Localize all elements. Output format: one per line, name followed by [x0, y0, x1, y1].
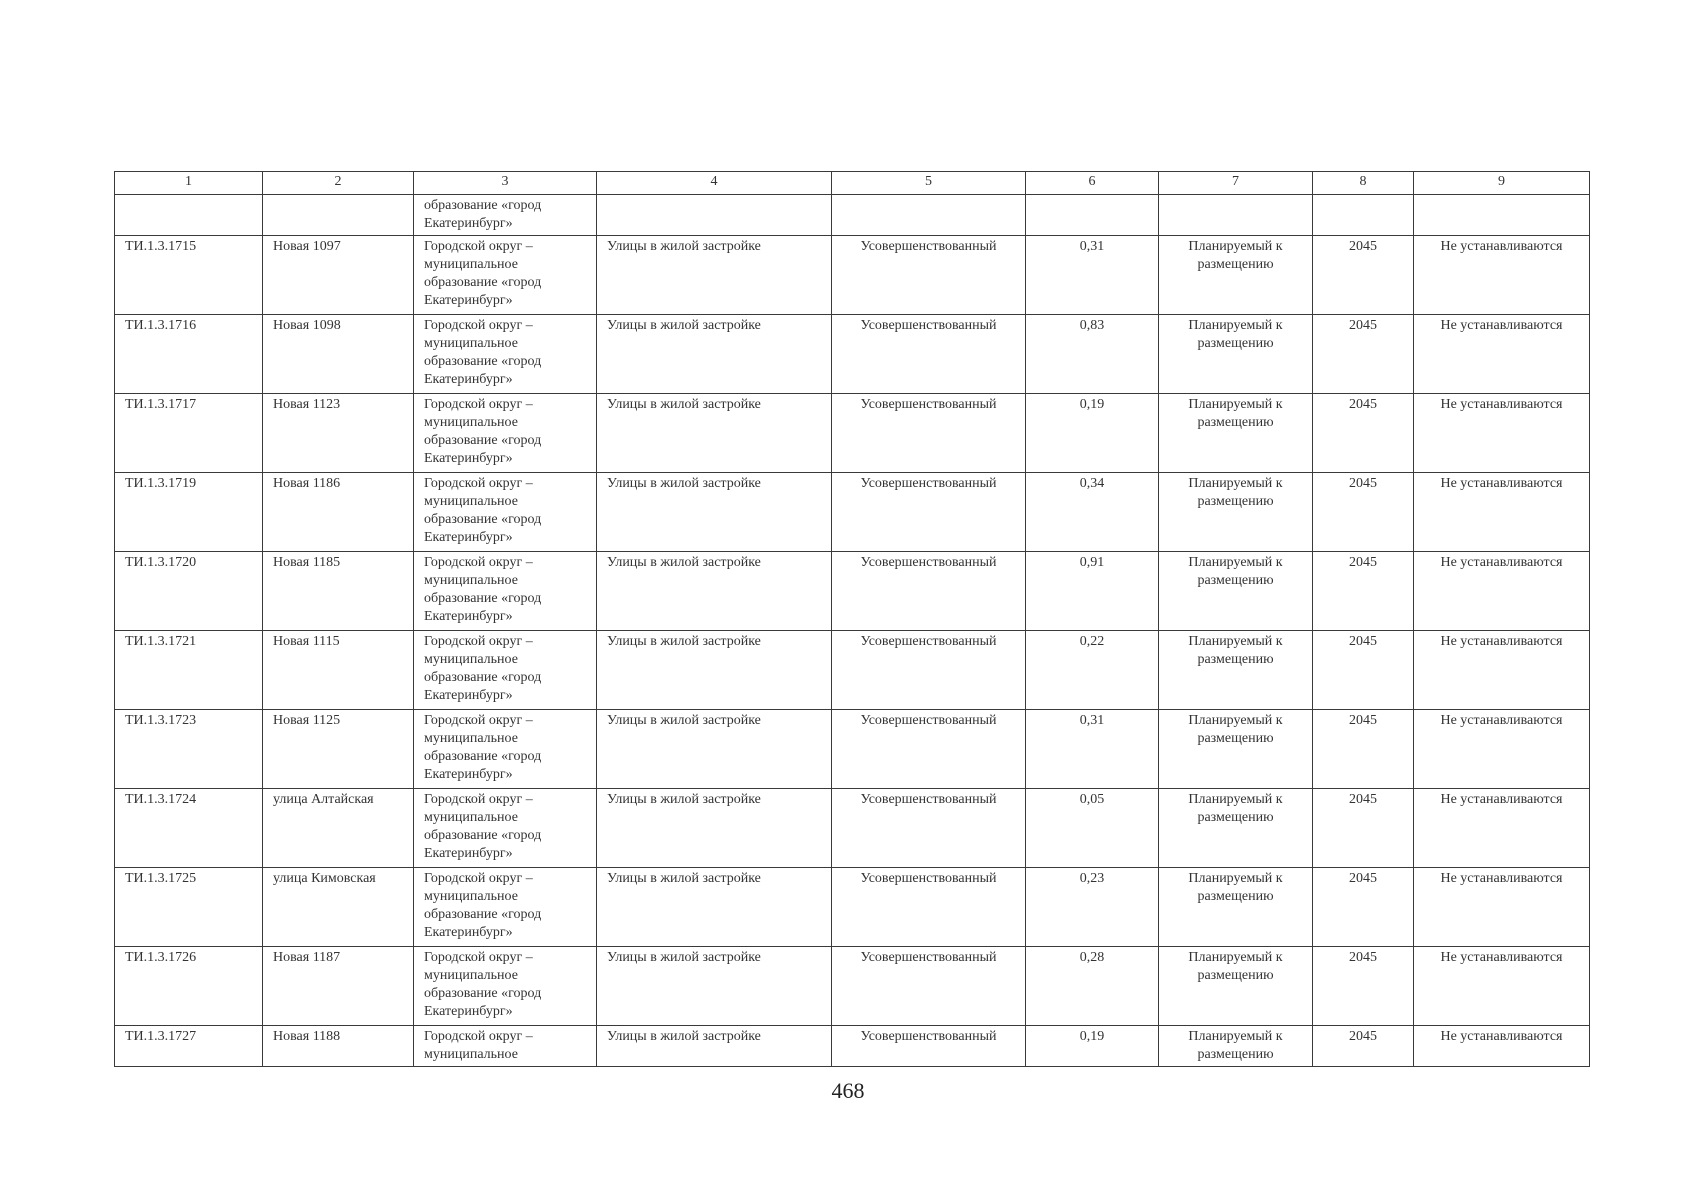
table-row [115, 552, 1590, 631]
cell-col-name: Новая 1097 [263, 236, 414, 315]
cell-col-name: Новая 1098 [263, 315, 414, 394]
cell-col-length [1026, 195, 1159, 236]
cell-col-status: Планируемый к размещению [1159, 710, 1313, 789]
cell-col-status: Планируемый к размещению [1159, 868, 1313, 947]
cell-col-length: 0,19 [1026, 394, 1159, 473]
cell-col-name: улица Кимовская [263, 868, 414, 947]
cell-col-name: Новая 1125 [263, 710, 414, 789]
cell-col-zones: Не устанавливаются [1414, 315, 1590, 394]
cell-col-zones: 9 [1414, 172, 1590, 195]
cell-col-zones: Не устанавливаются [1414, 236, 1590, 315]
cell-col-municipality: Городской округ – муниципальное образование «город Екатеринбург» [414, 315, 597, 394]
cell-col-surface: Усовершенствованный [832, 631, 1026, 710]
cell-col-category: Улицы в жилой застройке [597, 868, 832, 947]
cell-col-category: Улицы в жилой застройке [597, 1026, 832, 1067]
cell-col-year: 2045 [1313, 710, 1414, 789]
cell-col-municipality: образование «город Екатеринбург» [414, 195, 597, 236]
cell-col-id: ТИ.1.3.1721 [115, 631, 263, 710]
cell-col-length: 0,28 [1026, 947, 1159, 1026]
cell-col-year: 2045 [1313, 868, 1414, 947]
cell-col-id: ТИ.1.3.1727 [115, 1026, 263, 1067]
cell-col-zones: Не устанавливаются [1414, 631, 1590, 710]
cell-col-municipality: Городской округ – муниципальное образование «город Екатеринбург» [414, 394, 597, 473]
cell-col-category: Улицы в жилой застройке [597, 394, 832, 473]
cell-col-name: 2 [263, 172, 414, 195]
cell-col-surface: Усовершенствованный [832, 789, 1026, 868]
cell-col-municipality: Городской округ – муниципальное [414, 1026, 597, 1067]
cell-col-year: 2045 [1313, 315, 1414, 394]
cell-col-name: улица Алтайская [263, 789, 414, 868]
cell-col-name: Новая 1185 [263, 552, 414, 631]
table-row [115, 710, 1590, 789]
cell-col-year: 2045 [1313, 789, 1414, 868]
cell-col-surface: Усовершенствованный [832, 236, 1026, 315]
cell-col-year: 2045 [1313, 552, 1414, 631]
cell-col-year: 2045 [1313, 947, 1414, 1026]
cell-col-surface: Усовершенствованный [832, 552, 1026, 631]
table-row [115, 947, 1590, 1026]
cell-col-status: Планируемый к размещению [1159, 552, 1313, 631]
cell-col-municipality: Городской округ – муниципальное образование «город Екатеринбург» [414, 947, 597, 1026]
cell-col-category: Улицы в жилой застройке [597, 631, 832, 710]
cell-col-zones: Не устанавливаются [1414, 552, 1590, 631]
cell-col-year: 2045 [1313, 631, 1414, 710]
cell-col-name: Новая 1187 [263, 947, 414, 1026]
cell-col-municipality: 3 [414, 172, 597, 195]
cell-col-municipality: Городской округ – муниципальное образование «город Екатеринбург» [414, 552, 597, 631]
cell-col-year: 8 [1313, 172, 1414, 195]
cell-col-length: 0,05 [1026, 789, 1159, 868]
cell-col-municipality: Городской округ – муниципальное образование «город Екатеринбург» [414, 236, 597, 315]
cell-col-name: Новая 1186 [263, 473, 414, 552]
cell-col-year [1313, 195, 1414, 236]
cell-col-id: ТИ.1.3.1726 [115, 947, 263, 1026]
cell-col-status: Планируемый к размещению [1159, 473, 1313, 552]
cell-col-status: Планируемый к размещению [1159, 236, 1313, 315]
cell-col-status: Планируемый к размещению [1159, 789, 1313, 868]
cell-col-id: ТИ.1.3.1715 [115, 236, 263, 315]
cell-col-zones: Не устанавливаются [1414, 789, 1590, 868]
table-row [115, 1026, 1590, 1067]
cell-col-surface: Усовершенствованный [832, 1026, 1026, 1067]
cell-col-category: Улицы в жилой застройке [597, 315, 832, 394]
cell-col-category: Улицы в жилой застройке [597, 552, 832, 631]
cell-col-id [115, 195, 263, 236]
cell-col-zones: Не устанавливаются [1414, 868, 1590, 947]
cell-col-id: ТИ.1.3.1720 [115, 552, 263, 631]
cell-col-status: Планируемый к размещению [1159, 1026, 1313, 1067]
cell-col-length: 6 [1026, 172, 1159, 195]
table-row [115, 394, 1590, 473]
cell-col-surface: Усовершенствованный [832, 394, 1026, 473]
page-number: 468 [831, 1078, 865, 1103]
cell-col-status [1159, 195, 1313, 236]
cell-col-id: 1 [115, 172, 263, 195]
cell-col-surface: Усовершенствованный [832, 710, 1026, 789]
table-header-row [115, 172, 1590, 195]
cell-col-zones [1414, 195, 1590, 236]
cell-col-category: 4 [597, 172, 832, 195]
cell-col-id: ТИ.1.3.1725 [115, 868, 263, 947]
cell-col-status: Планируемый к размещению [1159, 631, 1313, 710]
cell-col-name: Новая 1115 [263, 631, 414, 710]
table-row [115, 236, 1590, 315]
cell-col-length: 0,83 [1026, 315, 1159, 394]
cell-col-status: Планируемый к размещению [1159, 947, 1313, 1026]
table-row-continuation [115, 195, 1590, 236]
cell-col-zones: Не устанавливаются [1414, 394, 1590, 473]
table-row [115, 789, 1590, 868]
cell-col-category [597, 195, 832, 236]
cell-col-category: Улицы в жилой застройке [597, 789, 832, 868]
cell-col-surface: Усовершенствованный [832, 947, 1026, 1026]
cell-col-municipality: Городской округ – муниципальное образование «город Екатеринбург» [414, 631, 597, 710]
cell-col-year: 2045 [1313, 1026, 1414, 1067]
cell-col-surface [832, 195, 1026, 236]
cell-col-id: ТИ.1.3.1723 [115, 710, 263, 789]
cell-col-length: 0,91 [1026, 552, 1159, 631]
cell-col-surface: 5 [832, 172, 1026, 195]
cell-col-zones: Не устанавливаются [1414, 473, 1590, 552]
table-body [115, 172, 1590, 1067]
cell-col-length: 0,34 [1026, 473, 1159, 552]
cell-col-status: 7 [1159, 172, 1313, 195]
cell-col-length: 0,22 [1026, 631, 1159, 710]
cell-col-municipality: Городской округ – муниципальное образование «город Екатеринбург» [414, 789, 597, 868]
cell-col-length: 0,23 [1026, 868, 1159, 947]
cell-col-id: ТИ.1.3.1716 [115, 315, 263, 394]
cell-col-name [263, 195, 414, 236]
cell-col-municipality: Городской округ – муниципальное образование «город Екатеринбург» [414, 710, 597, 789]
roads-table [114, 171, 1590, 1067]
table-row [115, 473, 1590, 552]
cell-col-name: Новая 1188 [263, 1026, 414, 1067]
cell-col-zones: Не устанавливаются [1414, 1026, 1590, 1067]
cell-col-id: ТИ.1.3.1717 [115, 394, 263, 473]
table-row [115, 868, 1590, 947]
cell-col-id: ТИ.1.3.1719 [115, 473, 263, 552]
cell-col-municipality: Городской округ – муниципальное образование «город Екатеринбург» [414, 868, 597, 947]
cell-col-length: 0,19 [1026, 1026, 1159, 1067]
cell-col-municipality: Городской округ – муниципальное образование «город Екатеринбург» [414, 473, 597, 552]
cell-col-length: 0,31 [1026, 710, 1159, 789]
cell-col-category: Улицы в жилой застройке [597, 473, 832, 552]
cell-col-year: 2045 [1313, 473, 1414, 552]
cell-col-year: 2045 [1313, 394, 1414, 473]
cell-col-name: Новая 1123 [263, 394, 414, 473]
table-row [115, 315, 1590, 394]
cell-col-surface: Усовершенствованный [832, 315, 1026, 394]
cell-col-zones: Не устанавливаются [1414, 947, 1590, 1026]
cell-col-id: ТИ.1.3.1724 [115, 789, 263, 868]
cell-col-year: 2045 [1313, 236, 1414, 315]
cell-col-zones: Не устанавливаются [1414, 710, 1590, 789]
cell-col-category: Улицы в жилой застройке [597, 710, 832, 789]
cell-col-surface: Усовершенствованный [832, 473, 1026, 552]
cell-col-category: Улицы в жилой застройке [597, 947, 832, 1026]
table-row [115, 631, 1590, 710]
cell-col-status: Планируемый к размещению [1159, 315, 1313, 394]
cell-col-surface: Усовершенствованный [832, 868, 1026, 947]
cell-col-length: 0,31 [1026, 236, 1159, 315]
cell-col-status: Планируемый к размещению [1159, 394, 1313, 473]
cell-col-category: Улицы в жилой застройке [597, 236, 832, 315]
